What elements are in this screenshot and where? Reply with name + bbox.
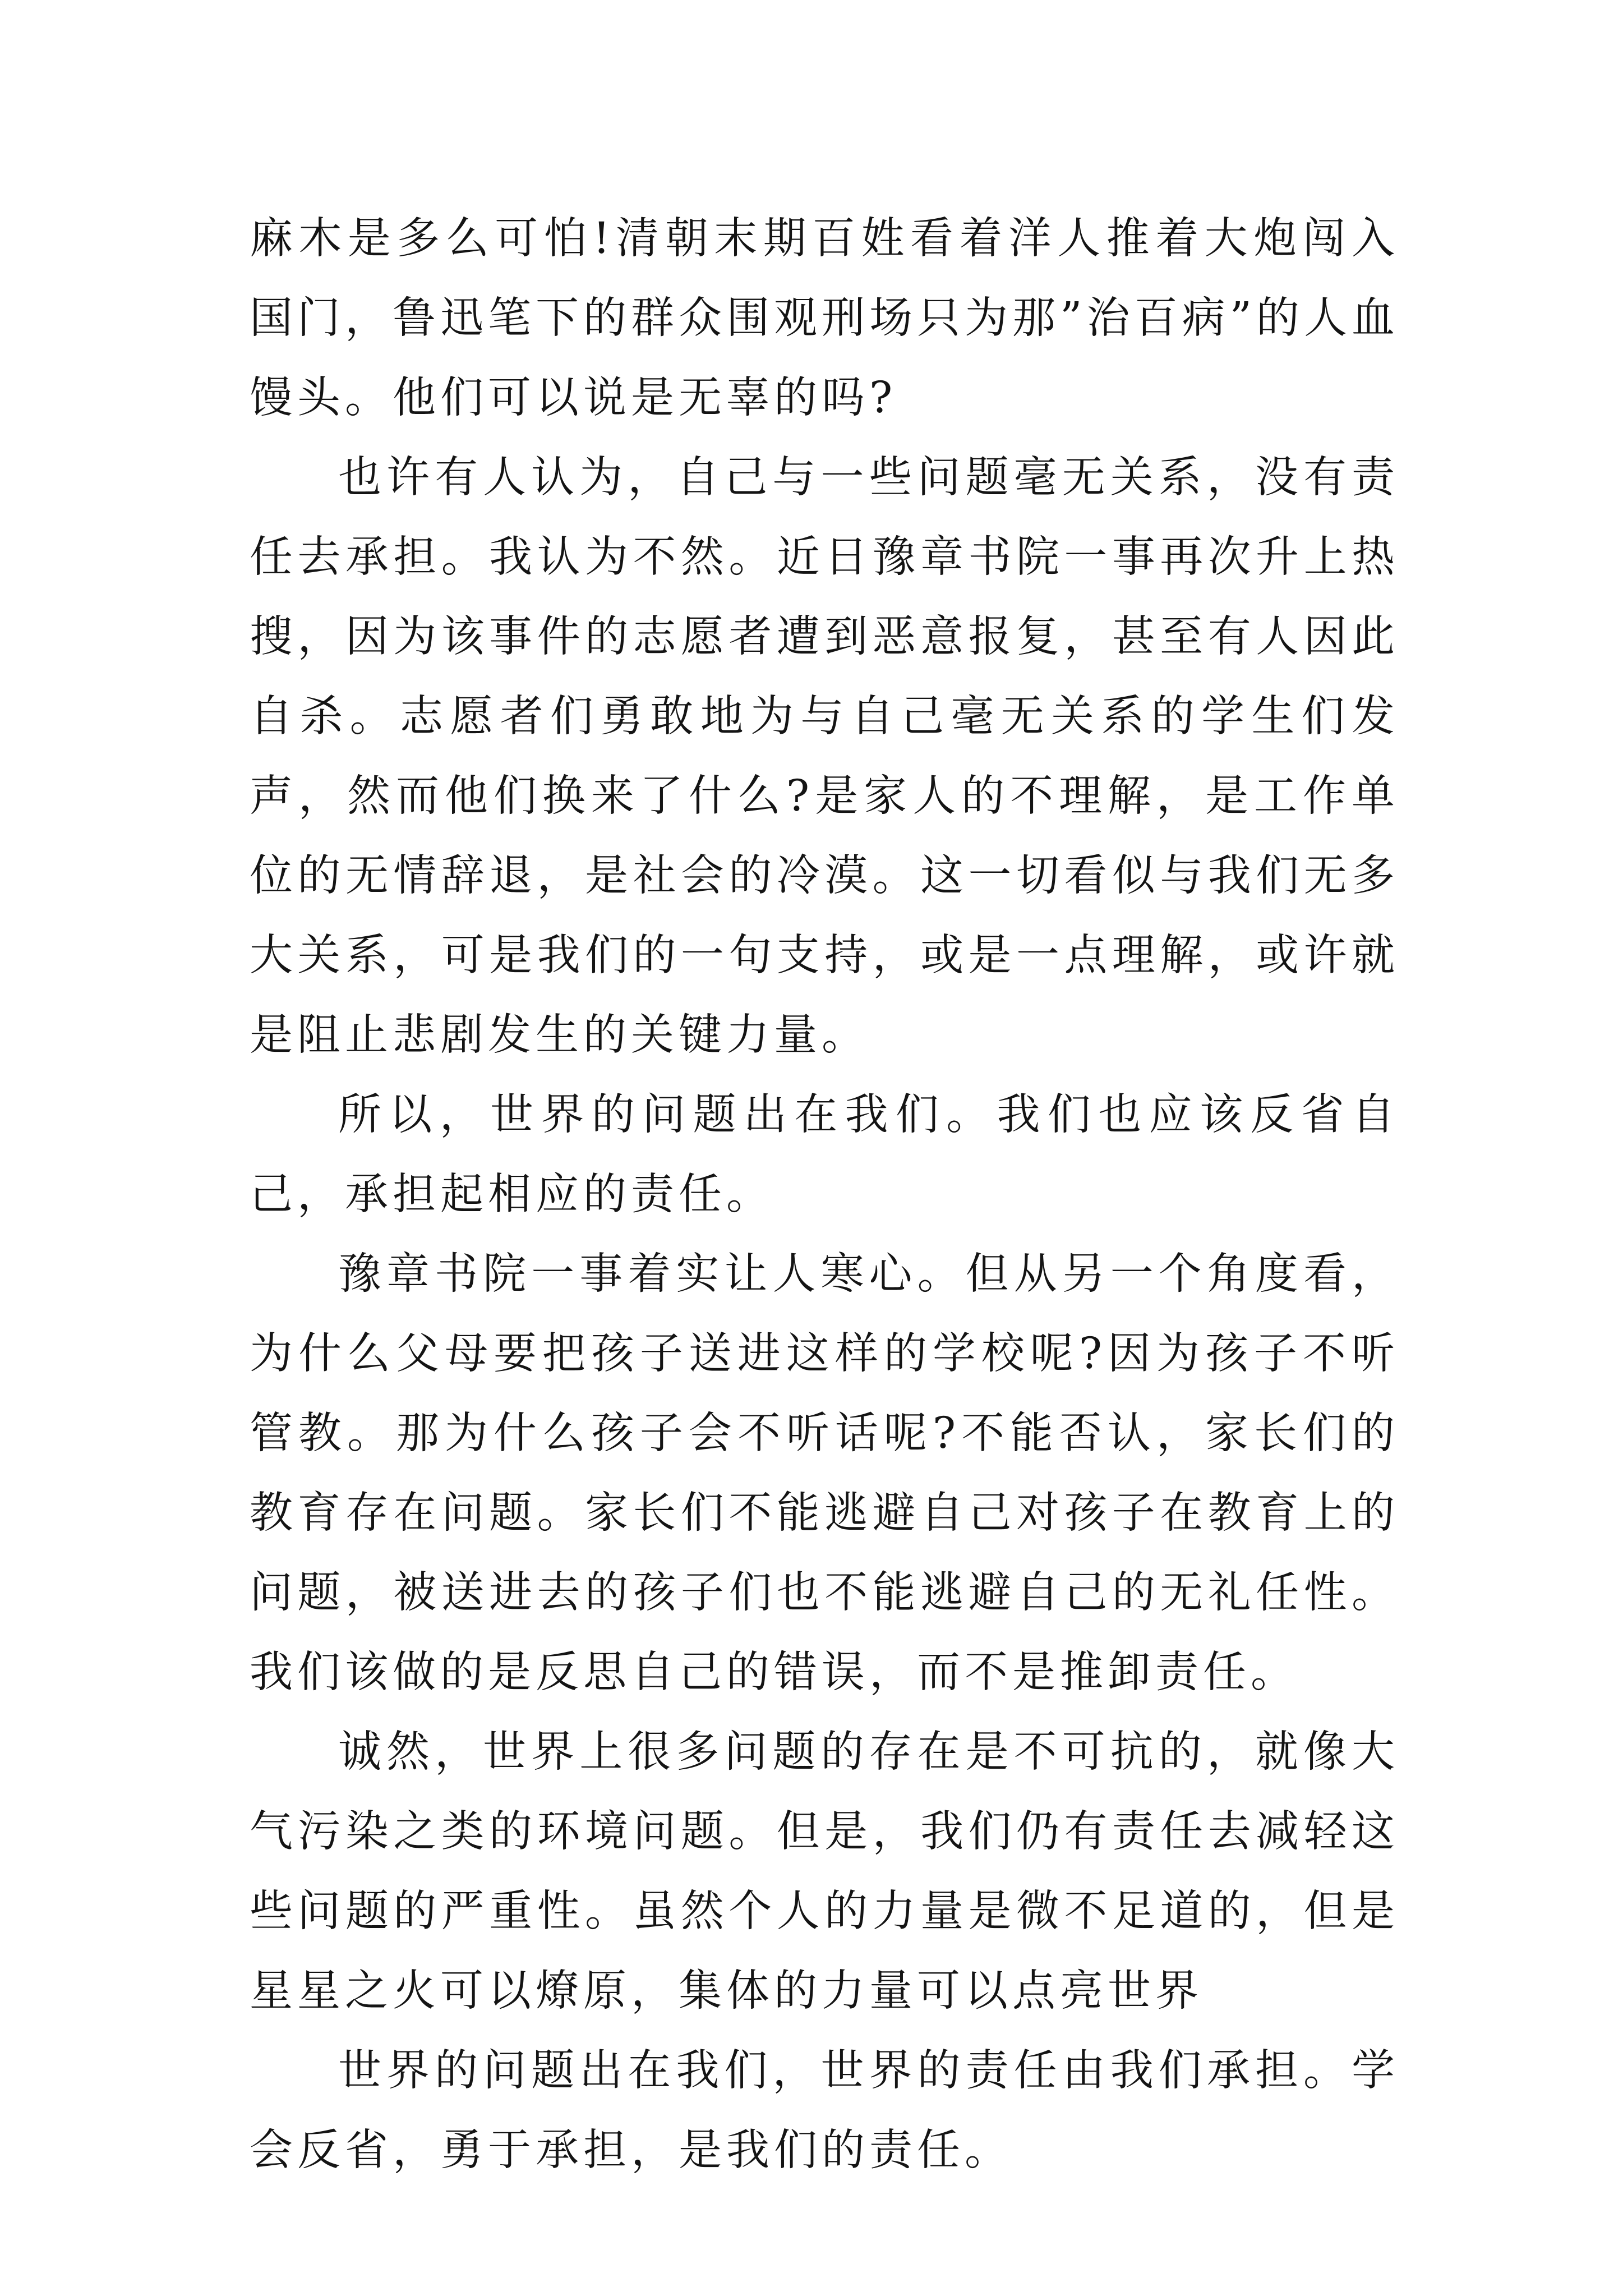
paragraph-3: 所以，世界的问题出在我们。我们也应该反省自己，承担起相应的责任。 xyxy=(250,1090,1399,1220)
paragraph-6: 世界的问题出在我们，世界的责任由我们承担。学会反省，勇于承担，是我们的责任。 xyxy=(250,2046,1399,2175)
paragraph-5: 诚然，世界上很多问题的存在是不可抗的，就像大气污染之类的环境问题。但是，我们仍有责任去减轻这些问题的严重性。虽然个人的力量是微不足道的，但是星星之火可以燎原，集体的力量可以点亮世界 xyxy=(250,1727,1399,2016)
paragraph-2: 也许有人认为，自己与一些问题毫无关系，没有责任去承担。我认为不然。近日豫章书院一事再次升上热搜，因为该事件的志愿者遭到恶意报复，甚至有人因此自杀。志愿者们勇敢地为与自己毫无关系的学生们发声，然而他们换来了什么?是家人的不理解，是工作单位的无情辞退，是社会的冷漠。这一切看似与我们无多大关系，可是我们的一句支持，或是一点理解，或许就是阻止悲剧发生的关键力量。 xyxy=(250,453,1399,1060)
paragraph-4: 豫章书院一事着实让人寒心。但从另一个角度看，为什么父母要把孩子送进这样的学校呢?因为孩子不听管教。那为什么孩子会不听话呢?不能否认，家长们的教育存在问题。家长们不能逃避自己对孩子在教育上的问题，被送进去的孩子们也不能逃避自己的无礼任性。我们该做的是反思自己的错误，而不是推卸责任。 xyxy=(250,1249,1399,1697)
paragraph-1: 麻木是多么可怕!清朝末期百姓看着洋人推着大炮闯入国门，鲁迅笔下的群众围观刑场只为那”治百病”的人血馒头。他们可以说是无辜的吗? xyxy=(250,214,1399,423)
essay-body xyxy=(250,199,1399,2191)
